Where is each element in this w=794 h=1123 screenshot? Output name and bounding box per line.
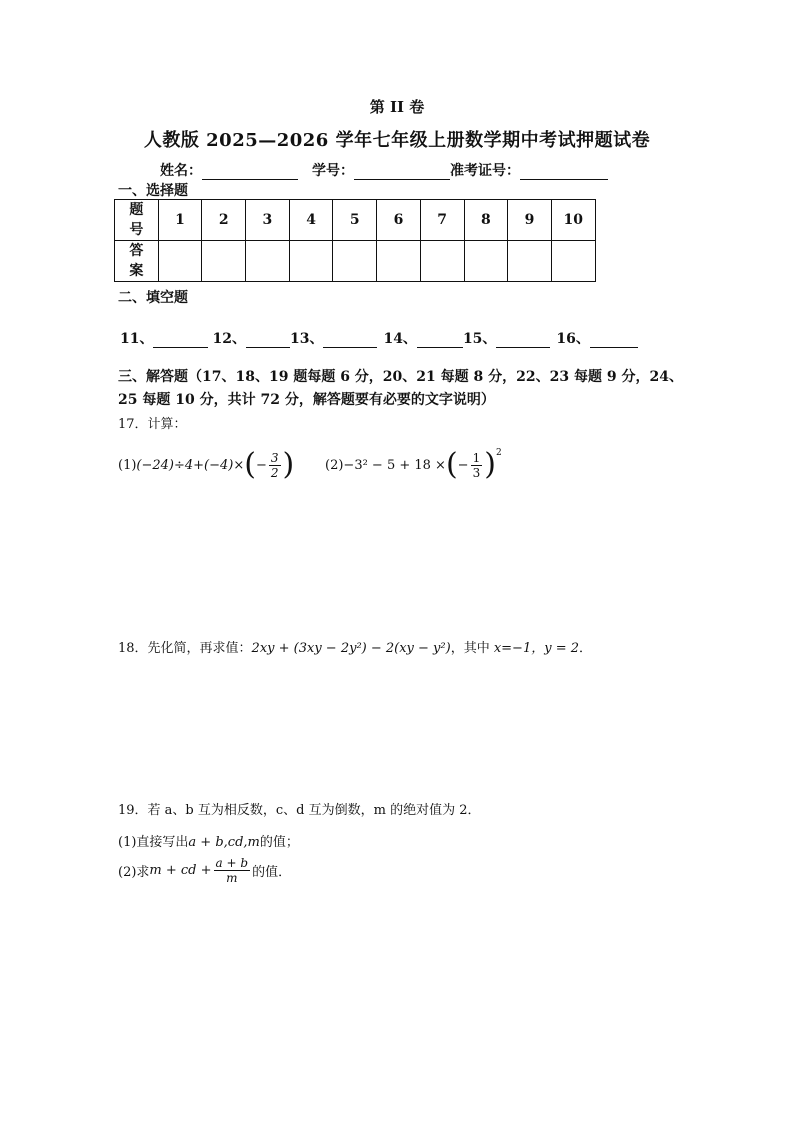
q18 [118, 637, 592, 656]
q19-p1-expr: a + b,cd,m [188, 835, 260, 850]
question-number-cell: 9 [508, 200, 552, 241]
question-number-cell: 6 [377, 200, 421, 241]
blank-label-15: 15、 [462, 331, 497, 347]
blank-label-16: 16、 [556, 331, 590, 347]
answer-cell[interactable] [289, 241, 333, 282]
fraction-numerator: 3 [270, 450, 279, 465]
q18-stem: 18．先化简，再求值： [118, 641, 252, 656]
answer-cell[interactable] [377, 241, 421, 282]
part-title: 第 II 卷 [369, 98, 425, 116]
blank-16[interactable] [590, 333, 638, 348]
q17-part1 [118, 447, 295, 482]
question-number-cell: 7 [420, 200, 464, 241]
question-number-cell: 1 [158, 200, 202, 241]
q18-condition: x=−1，y = 2 [493, 641, 579, 656]
exam-title: 人教版 2025—2026 学年七年级上册数学期中考试押题试卷 [143, 130, 651, 151]
question-number-cell: 8 [464, 200, 508, 241]
q17-p2-neg: − [457, 457, 469, 473]
question-number-cell: 3 [246, 200, 290, 241]
q19-p1-suffix: 的值； [259, 835, 299, 850]
answer-cell[interactable] [158, 241, 202, 282]
answer-table [114, 199, 596, 282]
section1-title: 一、选择题 [118, 183, 188, 199]
section3-title-line2: 25 每题 10 分，共计 72 分，解答题要有必要的文字说明） [118, 392, 495, 408]
q17-p2-label: (2) [325, 457, 344, 473]
q18-expression: 2xy + (3xy − 2y²) − 2(xy − y²) [251, 641, 451, 656]
answer-cell[interactable] [202, 241, 246, 282]
q19-stem: 19．若 a、b 互为相反数，c、d 互为倒数，m 的绝对值为 2． [118, 803, 481, 818]
q18-end: ． [579, 641, 593, 656]
q19-p2-suffix: 的值． [252, 865, 292, 880]
q17-stem: 17．计算： [118, 417, 187, 432]
section3-title [118, 366, 698, 412]
q17-p1-label: (1) [118, 457, 137, 473]
section2-title: 二、填空题 [118, 290, 188, 306]
q18-condition-prefix: ，其中 [450, 641, 494, 656]
exam-number-label: 准考证号： [450, 163, 520, 179]
q19-p2-fraction [214, 856, 251, 885]
table-row-answers [115, 241, 596, 282]
blank-14[interactable] [417, 333, 463, 348]
exam-number-field[interactable] [520, 165, 608, 180]
answer-header-cell [115, 241, 159, 282]
answer-header: 答案 [129, 243, 144, 279]
question-number-cell: 10 [551, 200, 595, 241]
left-paren: ( [445, 447, 458, 482]
q17-p1-neg: − [255, 457, 267, 473]
blank-label-11: 11、 [120, 331, 154, 347]
blank-label-12: 12、 [212, 331, 246, 347]
q19-p2-expr: m + cd + [149, 863, 212, 878]
q17-p2-expr: −3² − 5 + 18 × [343, 457, 446, 473]
answer-cell[interactable] [246, 241, 290, 282]
blank-13[interactable] [323, 333, 377, 348]
fraction-denominator: 2 [270, 465, 279, 480]
q17-p1-fraction [269, 451, 281, 480]
student-info-row [160, 160, 622, 180]
left-paren: ( [244, 447, 256, 482]
blank-11[interactable] [153, 333, 208, 348]
q19-part1 [118, 831, 299, 850]
fraction-denominator: m [226, 871, 238, 885]
student-id-field[interactable] [354, 165, 450, 180]
answer-cell[interactable] [508, 241, 552, 282]
blank-15[interactable] [496, 333, 550, 348]
q17-p2-fraction [471, 451, 483, 480]
q19-p1-prefix: (1)直接写出 [118, 835, 189, 850]
question-number-cell: 4 [289, 200, 333, 241]
answer-cell[interactable] [464, 241, 508, 282]
student-id-label: 学号： [312, 163, 354, 179]
q17-p1-expr: (−24)÷4+(−4)× [136, 457, 245, 473]
fraction-numerator: a + b [215, 856, 249, 870]
q17-p2-exponent: 2 [495, 448, 502, 458]
answer-cell[interactable] [420, 241, 464, 282]
q19-part2 [118, 856, 291, 885]
fill-blank-row [120, 328, 638, 348]
right-paren: ) [484, 447, 496, 482]
right-paren: ) [282, 447, 295, 482]
question-number-cell: 5 [333, 200, 377, 241]
fraction-numerator: 1 [472, 450, 481, 465]
q19-p2-prefix: (2)求 [118, 865, 150, 880]
answer-cell[interactable] [551, 241, 595, 282]
name-field[interactable] [202, 165, 298, 180]
question-header-cell [115, 200, 159, 241]
question-number-cell: 2 [202, 200, 246, 241]
blank-label-14: 14、 [383, 331, 417, 347]
question-header: 题号 [129, 202, 144, 238]
answer-cell[interactable] [333, 241, 377, 282]
blank-12[interactable] [246, 333, 290, 348]
blank-label-13: 13、 [289, 331, 324, 347]
table-row-numbers [115, 200, 596, 241]
name-label: 姓名： [160, 163, 202, 179]
section3-title-line1: 三、解答题（17、18、19 题每题 6 分，20、21 每题 8 分，22、23 每题 9 分，24、 [118, 369, 683, 385]
fraction-denominator: 3 [472, 465, 481, 480]
q17-part2 [325, 447, 502, 482]
